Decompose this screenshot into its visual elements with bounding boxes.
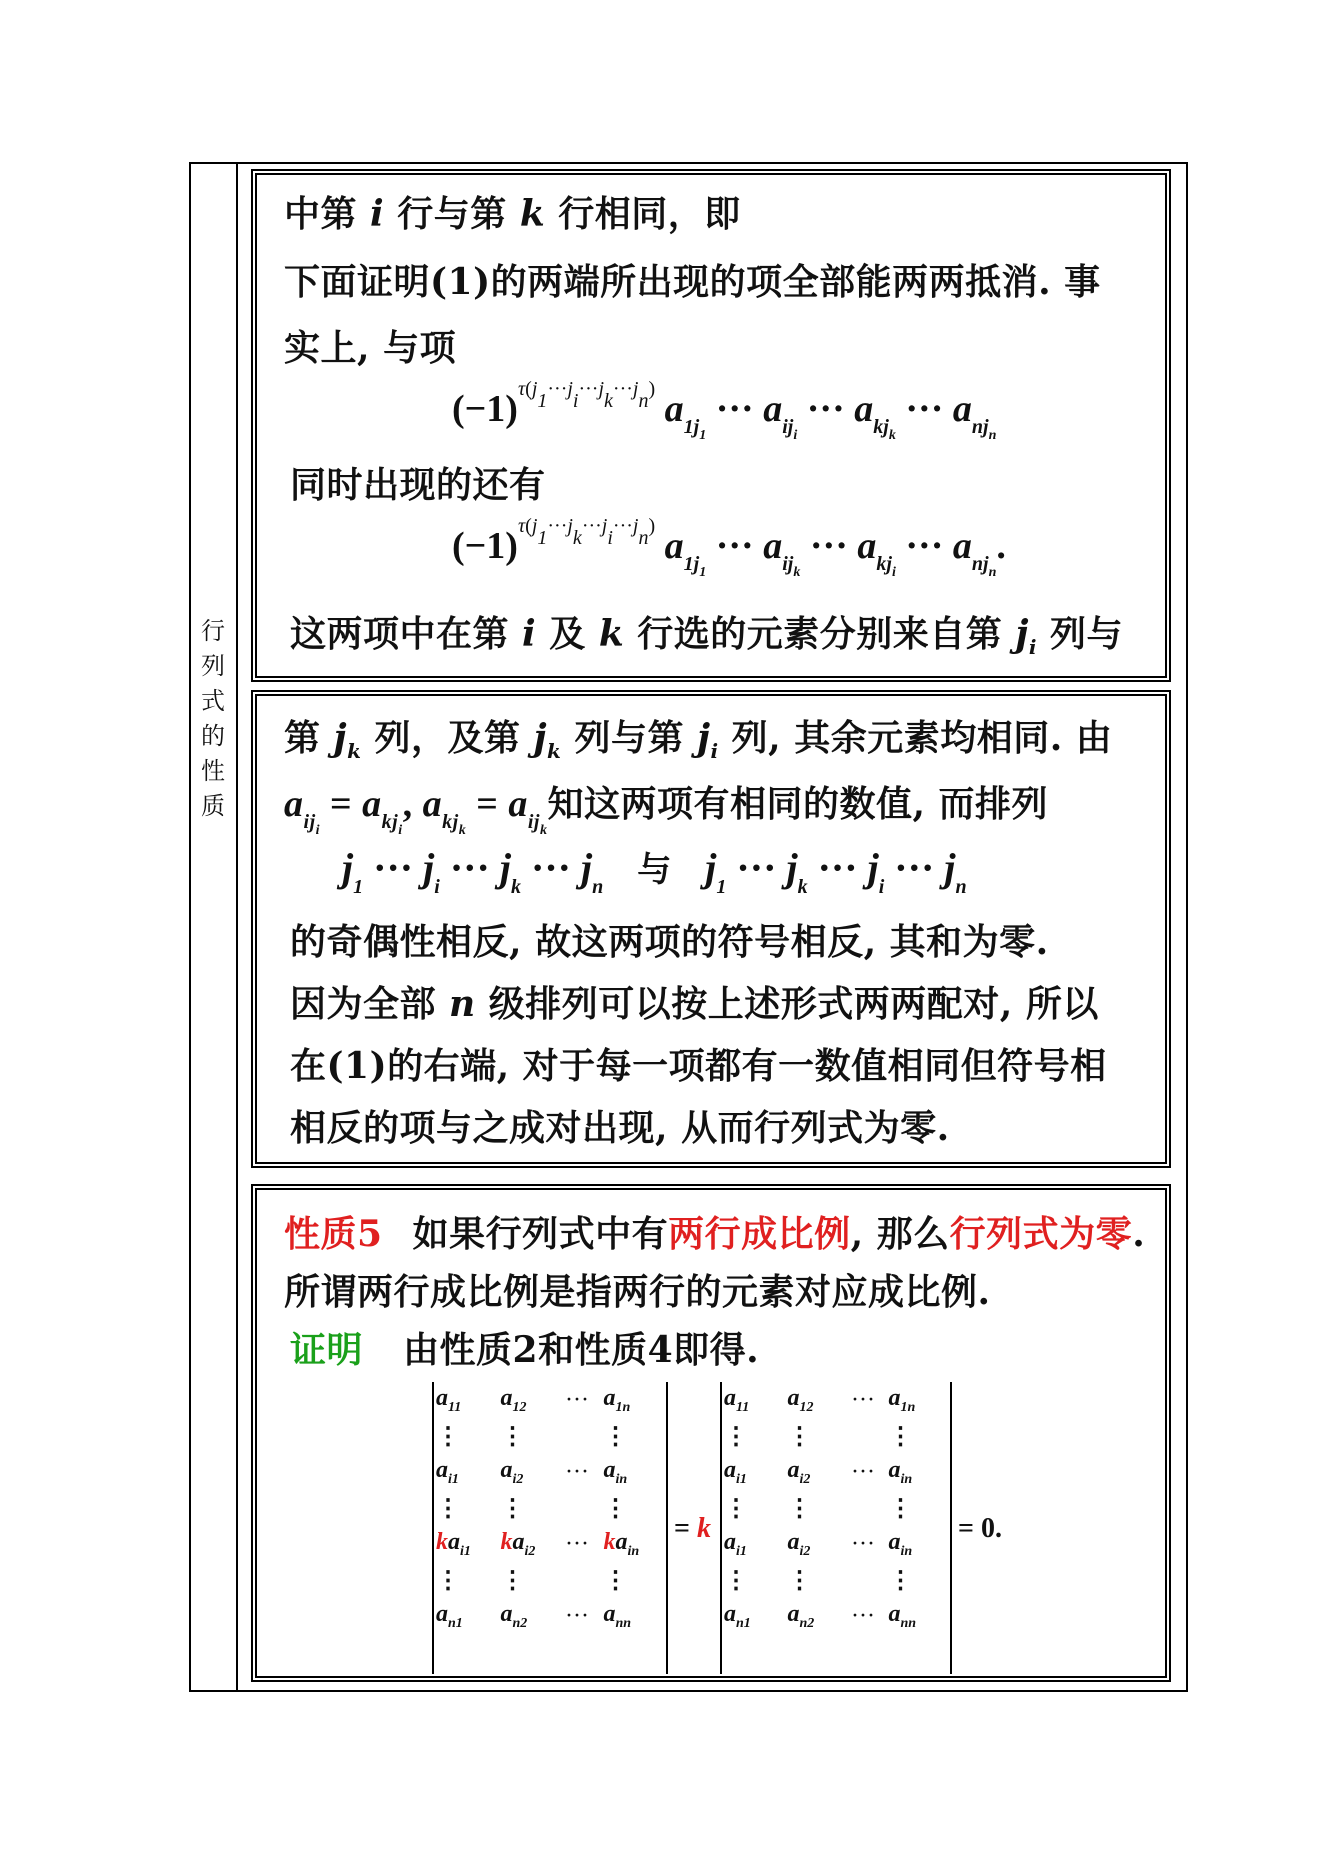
side-label-char: 式 — [201, 687, 225, 715]
side-label-char: 列 — [201, 652, 225, 680]
determinant-left: $a_{11}$ $a_{12}$ ··· $a_{1n}$ ⋮ ⋮ ⋮ $a_{i1}$ $a_{i2}$ ··· $a_{in}$ ⋮ ⋮ ⋮ $ka_{i1}$ $ka_{i2}$ ··· $ka_{in}$ ⋮ ⋮ ⋮ $a_{n1}$ $a_{n2}$ ··· $a_{nn}$ — [432, 1382, 668, 1674]
formula-term-1: $(-1)^{\tau(j_1\cdot\cdot\cdot j_i\cdot\cdot\cdot j_k\cdot\cdot\cdot j_n)}$ $a_{1j_1}$ ··· $a_{ij_i}$ ··· $a_{kj_k}$ ··· $a_{nj_n}$ — [452, 378, 997, 443]
box1-line-5: 这两项中在第 i 及 k 行选的元素分别来自第 $j_i$ 列与 — [290, 613, 1124, 660]
side-label — [197, 614, 229, 824]
side-label-char: 的 — [201, 722, 225, 750]
box2-line-6: 在(1)的右端, 对于每一项都有一数值相同但符号相 — [290, 1045, 1107, 1087]
equals-zero: = 0. — [958, 1513, 1002, 1544]
box2-line-2: $a_{ij_i} = a_{kj_i}$, $a_{kj_k} = a_{ij_k}$知这两项有相同的数值, 而排列 — [284, 783, 1049, 838]
column-divider — [236, 162, 238, 1692]
property-label: 性质5 — [284, 1213, 383, 1255]
box1-line-4: 同时出现的还有 — [290, 464, 546, 506]
box1-line-3: 实上, 与项 — [284, 327, 457, 369]
side-label-char: 行 — [201, 617, 225, 645]
equals-k: = k — [674, 1513, 711, 1544]
proof-line: 证明 由性质2和性质4即得. — [290, 1329, 760, 1371]
box2-line-5: 因为全部 n 级排列可以按上述形式两两配对, 所以 — [290, 983, 1099, 1025]
property-box — [251, 1184, 1171, 1682]
formula-term-2: $(-1)^{\tau(j_1\cdot\cdot\cdot j_k\cdot\cdot\cdot j_i\cdot\cdot\cdot j_n)}$ $a_{1j_1}$ ··· $a_{ij_k}$ ··· $a_{kj_i}$ ··· $a_{nj_n}$. — [452, 515, 1006, 580]
permutation-pair: $j_1$ ··· $j_i$ ··· $j_k$ ··· $j_n$ 与 $j_1$ ··· $j_k$ ··· $j_i$ ··· $j_n$ — [342, 845, 967, 898]
side-label-char: 质 — [201, 792, 225, 820]
proof-label: 证明 — [290, 1329, 364, 1371]
side-label-char: 性 — [201, 757, 225, 785]
box2-line-4: 的奇偶性相反, 故这两项的符号相反, 其和为零. — [290, 921, 1049, 963]
determinant-right: $a_{11}$ $a_{12}$ ··· $a_{1n}$ ⋮ ⋮ ⋮ $a_{i1}$ $a_{i2}$ ··· $a_{in}$ ⋮ ⋮ ⋮ $a_{i1}$ $a_{i2}$ ··· $a_{in}$ ⋮ ⋮ ⋮ $a_{n1}$ $a_{n2}$ ··· $a_{nn}$ — [720, 1382, 952, 1674]
box1-line-2: 下面证明(1)的两端所出现的项全部能两两抵消. 事 — [284, 261, 1101, 303]
property-5-explanation: 所谓两行成比例是指两行的元素对应成比例. — [284, 1271, 991, 1313]
box2-line-1: 第 $j_k$ 列，及第 $j_k$ 列与第 $j_i$ 列, 其余元素均相同. 由 — [284, 717, 1113, 764]
box2-line-7: 相反的项与之成对出现, 从而行列式为零. — [290, 1107, 950, 1149]
box1-line-1: 中第 i 行与第 k 行相同，即 — [284, 193, 741, 235]
property-5-statement: 性质5 如果行列式中有两行成比例, 那么行列式为零. — [284, 1213, 1146, 1255]
